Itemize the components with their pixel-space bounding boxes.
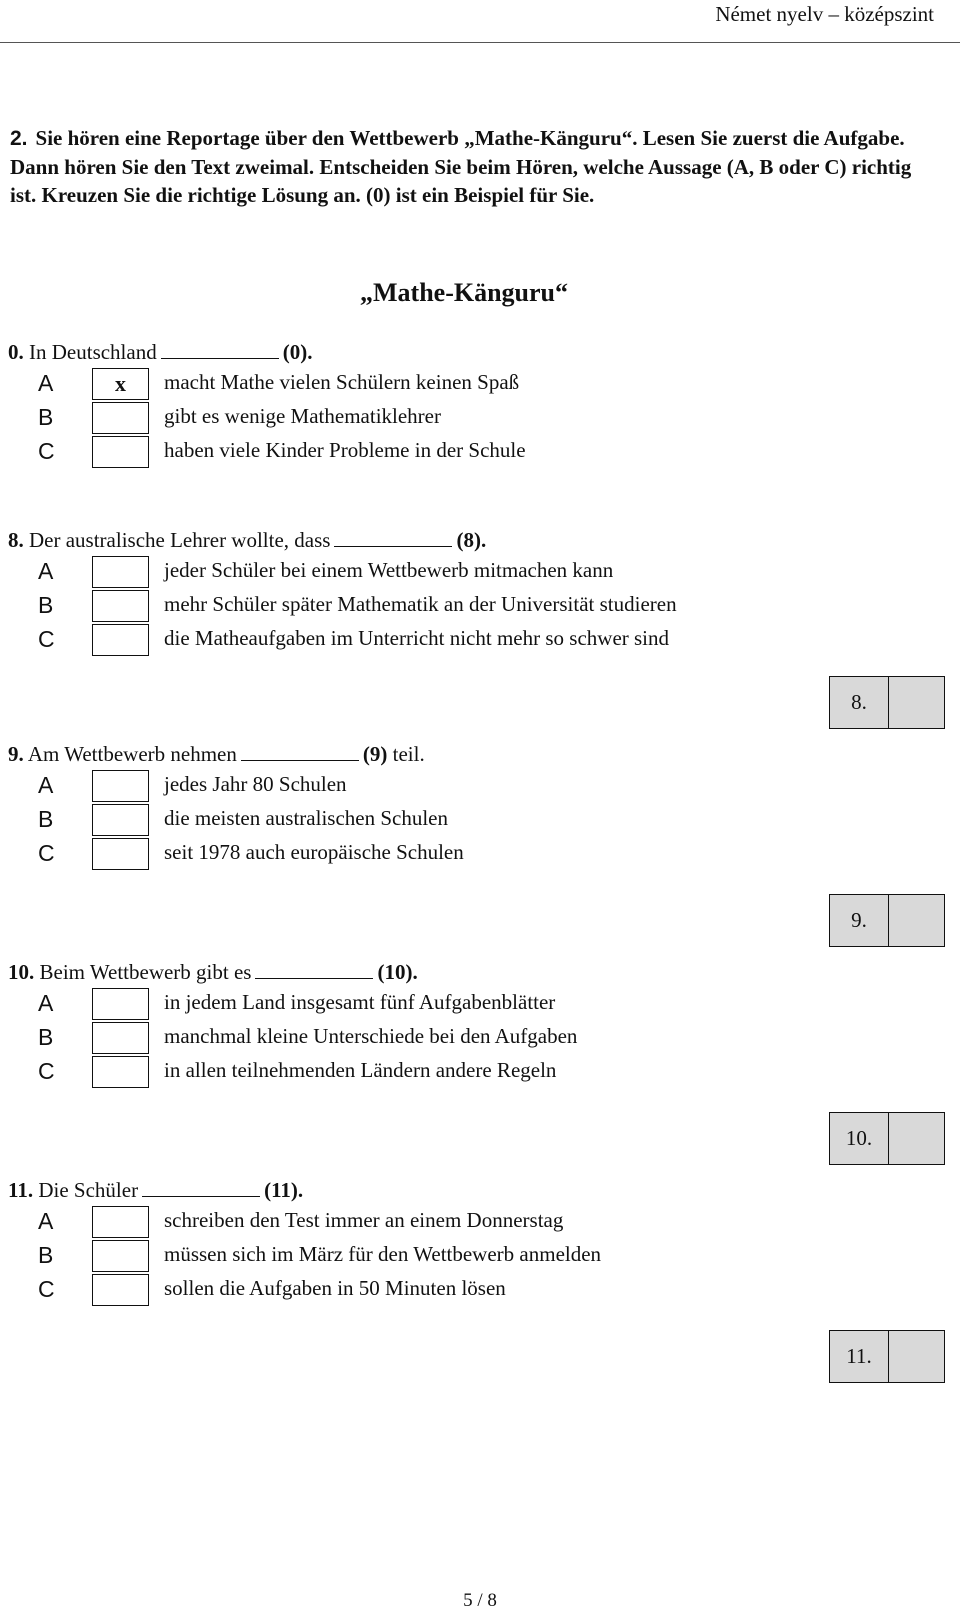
question-number: 9. [8,742,24,766]
option-checkbox[interactable] [92,838,149,870]
answer-blank [161,344,279,359]
option-text: schreiben den Test immer an einem Donnerstag [164,1208,564,1232]
question-0-stem [8,340,312,365]
question-10-stem [8,960,418,985]
option-checkbox[interactable] [92,770,149,802]
option-text: jeder Schüler bei einem Wettbewerb mitmachen kann [164,558,614,582]
score-box [829,894,945,947]
score-cell [889,677,944,728]
page-number: 5 / 8 [463,1590,497,1611]
option-checkbox[interactable] [92,624,149,656]
question-ref: (11). [264,1178,304,1202]
answer-blank [142,1182,260,1197]
score-cell [889,895,944,946]
question-text: Der australische Lehrer wollte, dass [29,528,331,552]
option-text: die meisten australischen Schulen [164,806,449,830]
score-label: 10. [830,1113,889,1164]
question-number: 0. [8,340,24,364]
option-letter: B [38,806,54,832]
option-letter: A [38,370,54,396]
score-box [829,1330,945,1383]
option-checkbox[interactable]: x [92,368,149,400]
option-checkbox[interactable] [92,1240,149,1272]
question-ref: (0). [282,340,313,364]
question-number: 8. [8,528,24,552]
question-text: Beim Wettbewerb gibt es [39,960,252,984]
question-ref: (10). [377,960,418,984]
option-letter: B [38,592,54,618]
score-label: 9. [830,895,889,946]
question-number: 10. [8,960,35,984]
option-text: sollen die Aufgaben in 50 Minuten lösen [164,1276,506,1300]
option-checkbox[interactable] [92,804,149,836]
option-checkbox[interactable] [92,556,149,588]
question-text: Am Wettbewerb nehmen [27,742,237,766]
question-text: Die Schüler [38,1178,139,1202]
option-text: gibt es wenige Mathematiklehrer [164,404,441,428]
score-box [829,676,945,729]
score-label: 8. [830,677,889,728]
question-ref: (8). [456,528,487,552]
answer-blank [255,964,373,979]
question-8-stem [8,528,486,553]
option-checkbox[interactable] [92,1022,149,1054]
option-letter: B [38,1242,54,1268]
option-text: müssen sich im März für den Wettbewerb anmelden [164,1242,602,1266]
option-checkbox[interactable] [92,1274,149,1306]
option-letter: B [38,1024,54,1050]
option-checkbox[interactable] [92,436,149,468]
question-9-stem: 9. Am Wettbewerb nehmen (9) teil. [8,742,425,766]
option-letter: C [38,1058,55,1084]
option-checkbox[interactable] [92,590,149,622]
option-text: haben viele Kinder Probleme in der Schule [164,438,526,462]
option-checkbox[interactable] [92,1206,149,1238]
score-box [829,1112,945,1165]
option-letter: C [38,1276,55,1302]
option-text: jedes Jahr 80 Schulen [164,772,347,796]
option-checkbox[interactable] [92,988,149,1020]
answer-blank [241,746,359,761]
option-letter: A [38,1208,54,1234]
header-title: Német nyelv – középszint [715,2,934,26]
option-letter: A [38,990,54,1016]
answer-blank [334,532,452,547]
score-cell [889,1113,944,1164]
option-letter: C [38,840,55,866]
option-text: seit 1978 auch europäische Schulen [164,840,464,864]
task-instructions [10,124,940,209]
option-text: macht Mathe vielen Schülern keinen Spaß [164,370,520,394]
option-text: in jedem Land insgesamt fünf Aufgabenblätter [164,990,556,1014]
option-checkbox[interactable] [92,1056,149,1088]
text-title: „Mathe-Känguru“ [360,278,568,307]
option-text: manchmal kleine Unterschiede bei den Aufgaben [164,1024,578,1048]
task-number: 2. [10,127,28,150]
score-cell [889,1331,944,1382]
option-letter: A [38,558,54,584]
option-checkbox[interactable] [92,402,149,434]
header-divider [0,42,960,43]
option-letter: A [38,772,54,798]
option-text: die Matheaufgaben im Unterricht nicht mehr so schwer sind [164,626,670,650]
option-text: mehr Schüler später Mathematik an der Universität studieren [164,592,677,616]
option-text: in allen teilnehmenden Ländern andere Regeln [164,1058,557,1082]
option-letter: C [38,438,55,464]
option-letter: B [38,404,54,430]
question-number: 11. [8,1178,34,1202]
question-text: In Deutschland [29,340,157,364]
option-letter: C [38,626,55,652]
question-ref: (9) [362,742,388,766]
task-instructions-text: Sie hören eine Reportage über den Wettbewerb „Mathe-Känguru“. Lesen Sie zuerst die Aufgabe. Dann hören Sie den Text zweimal. Entscheiden Sie beim Hören, welche Aussage (A, B oder C) richtig ist. Kreuzen Sie die richtige Lösung an. (0) ist ein Beispiel für Sie. [10,126,912,207]
question-11-stem [8,1178,303,1203]
score-label: 11. [830,1331,889,1382]
